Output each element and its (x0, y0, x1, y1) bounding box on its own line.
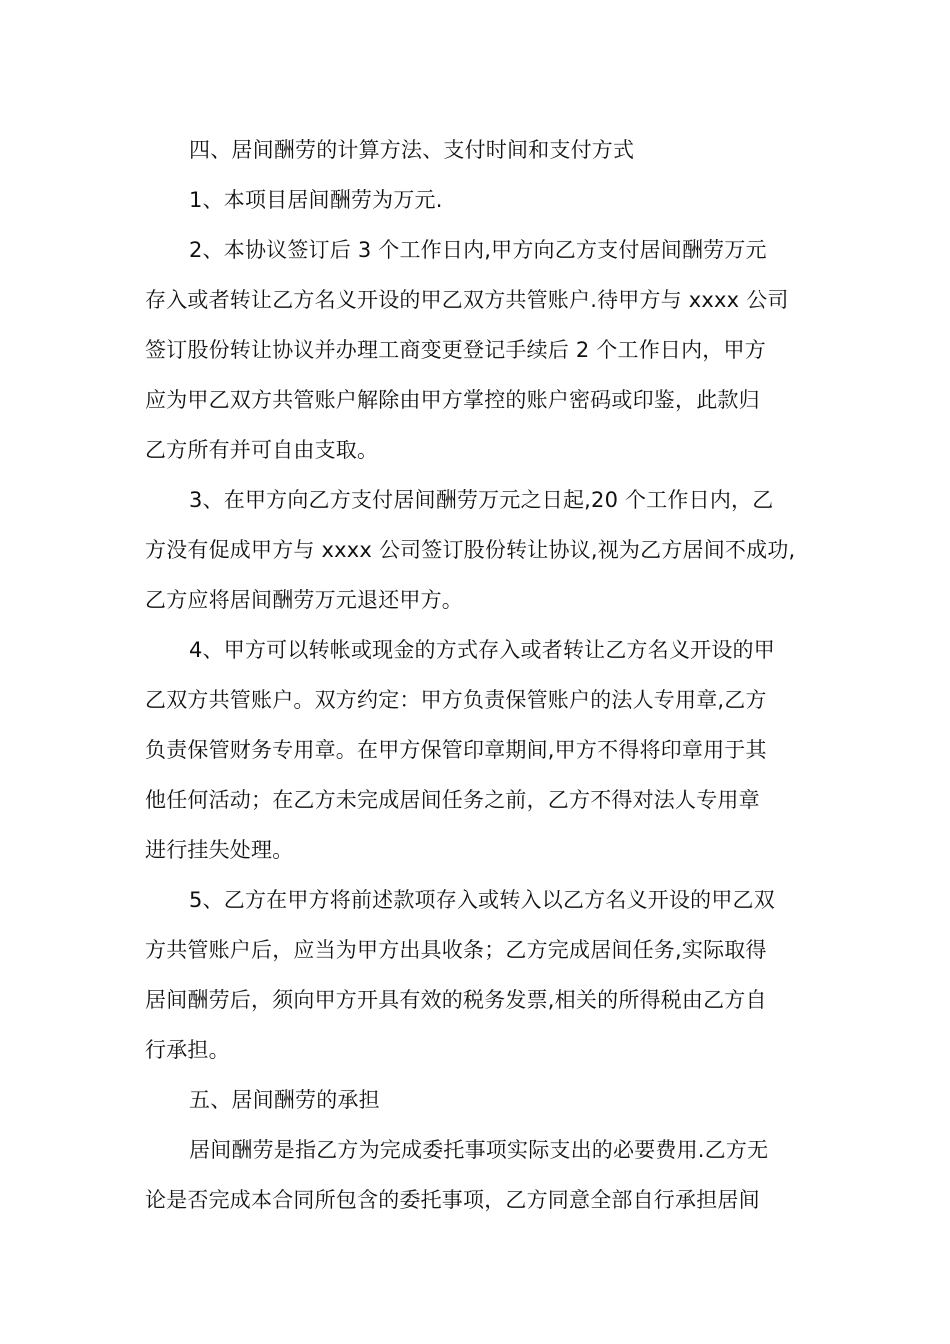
item-4-line-1: 4、甲方可以转帐或现金的方式存入或者转让乙方名义开设的甲 (189, 638, 775, 662)
section-heading-5: 五、居间酬劳的承担 (189, 1088, 380, 1112)
item-4-line-3: 负责保管财务专用章。在甲方保管印章期间,甲方不得将印章用于其 (145, 738, 767, 762)
item-4-line-5: 进行挂失处理。 (145, 838, 294, 862)
section-5-line-2: 论是否完成本合同所包含的委托事项，乙方同意全部自行承担居间 (145, 1188, 760, 1212)
item-2-line-3: 签订股份转让协议并办理工商变更登记手续后 2 个工作日内，甲方 (145, 338, 766, 362)
section-heading-4: 四、居间酬劳的计算方法、支付时间和支付方式 (189, 138, 635, 162)
item-2-line-4: 应为甲乙双方共管账户解除由甲方掌控的账户密码或印鉴，此款归 (145, 388, 760, 412)
item-3-line-2: 方没有促成甲方与 xxxx 公司签订股份转让协议,视为乙方居间不成功, (145, 538, 796, 562)
item-2-line-5: 乙方所有并可自由支取。 (145, 438, 379, 462)
item-5-line-1: 5、乙方在甲方将前述款项存入或转入以乙方名义开设的甲乙双 (189, 888, 775, 912)
item-5-line-2: 方共管账户后，应当为甲方出具收条；乙方完成居间任务,实际取得 (145, 938, 767, 962)
item-4-line-4: 他任何活动；在乙方未完成居间任务之前，乙方不得对法人专用章 (145, 788, 760, 812)
item-3-line-1: 3、在甲方向乙方支付居间酬劳万元之日起,20 个工作日内，乙 (189, 488, 774, 512)
item-2-line-1: 2、本协议签订后 3 个工作日内,甲方向乙方支付居间酬劳万元 (189, 238, 767, 262)
section-5-line-1: 居间酬劳是指乙方为完成委托事项实际支出的必要费用.乙方无 (189, 1138, 769, 1162)
item-3-line-3: 乙方应将居间酬劳万元退还甲方。 (145, 588, 463, 612)
item-1: 1、本项目居间酬劳为万元. (189, 188, 443, 212)
item-5-line-3: 居间酬劳后，须向甲方开具有效的税务发票,相关的所得税由乙方自 (145, 988, 767, 1012)
item-5-line-4: 行承担。 (145, 1038, 230, 1062)
item-4-line-2: 乙双方共管账户。双方约定：甲方负责保管账户的法人专用章,乙方 (145, 688, 767, 712)
item-2-line-2: 存入或者转让乙方名义开设的甲乙双方共管账户.待甲方与 xxxx 公司 (145, 288, 789, 312)
